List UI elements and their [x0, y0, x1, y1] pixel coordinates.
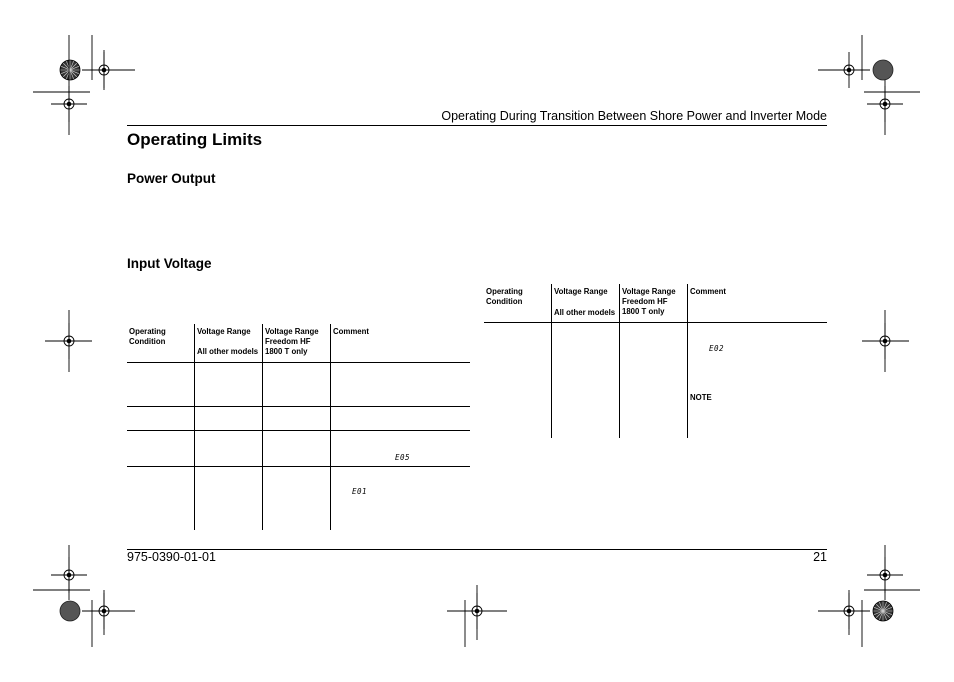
- page-title: Operating Limits: [127, 130, 263, 149]
- table-row-rule: [127, 466, 470, 467]
- col-header-voltage-range-freedom: Voltage Range Freedom HF 1800 T only: [265, 327, 319, 356]
- column-divider: [551, 284, 552, 438]
- col-header-voltage-range-freedom: Voltage Range Freedom HF 1800 T only: [622, 287, 676, 316]
- column-divider: [262, 324, 263, 530]
- col-header-all-other-models: All other models: [197, 347, 259, 356]
- section-heading-power-output: Power Output: [127, 171, 216, 186]
- col-header-comment: Comment: [333, 327, 369, 336]
- error-code: E01: [352, 487, 368, 496]
- col-header-all-other-models: All other models: [554, 308, 616, 317]
- document-number: 975-0390-01-01: [127, 550, 216, 564]
- section-heading-input-voltage: Input Voltage: [127, 256, 212, 271]
- table-header-rule: [127, 362, 470, 363]
- col-header-voltage-range: Voltage Range: [554, 287, 608, 296]
- column-divider: [619, 284, 620, 438]
- running-header: Operating During Transition Between Shore Power and Inverter Mode: [441, 109, 827, 123]
- table-row-rule: [127, 406, 470, 407]
- page-number: 21: [813, 550, 827, 564]
- col-header-voltage-range: Voltage Range: [197, 327, 251, 336]
- error-code: E02: [709, 344, 725, 353]
- col-header-operating-condition: Operating Condition: [129, 327, 166, 346]
- note-label: NOTE: [690, 393, 712, 402]
- column-divider: [194, 324, 195, 530]
- table-row-rule: [127, 430, 470, 431]
- column-divider: [687, 284, 688, 438]
- column-divider: [330, 324, 331, 530]
- col-header-operating-condition: Operating Condition: [486, 287, 523, 306]
- header-rule: [127, 125, 827, 126]
- table-header-rule: [484, 322, 827, 323]
- error-code: E05: [395, 453, 411, 462]
- col-header-comment: Comment: [690, 287, 726, 296]
- footer-rule: [127, 549, 827, 550]
